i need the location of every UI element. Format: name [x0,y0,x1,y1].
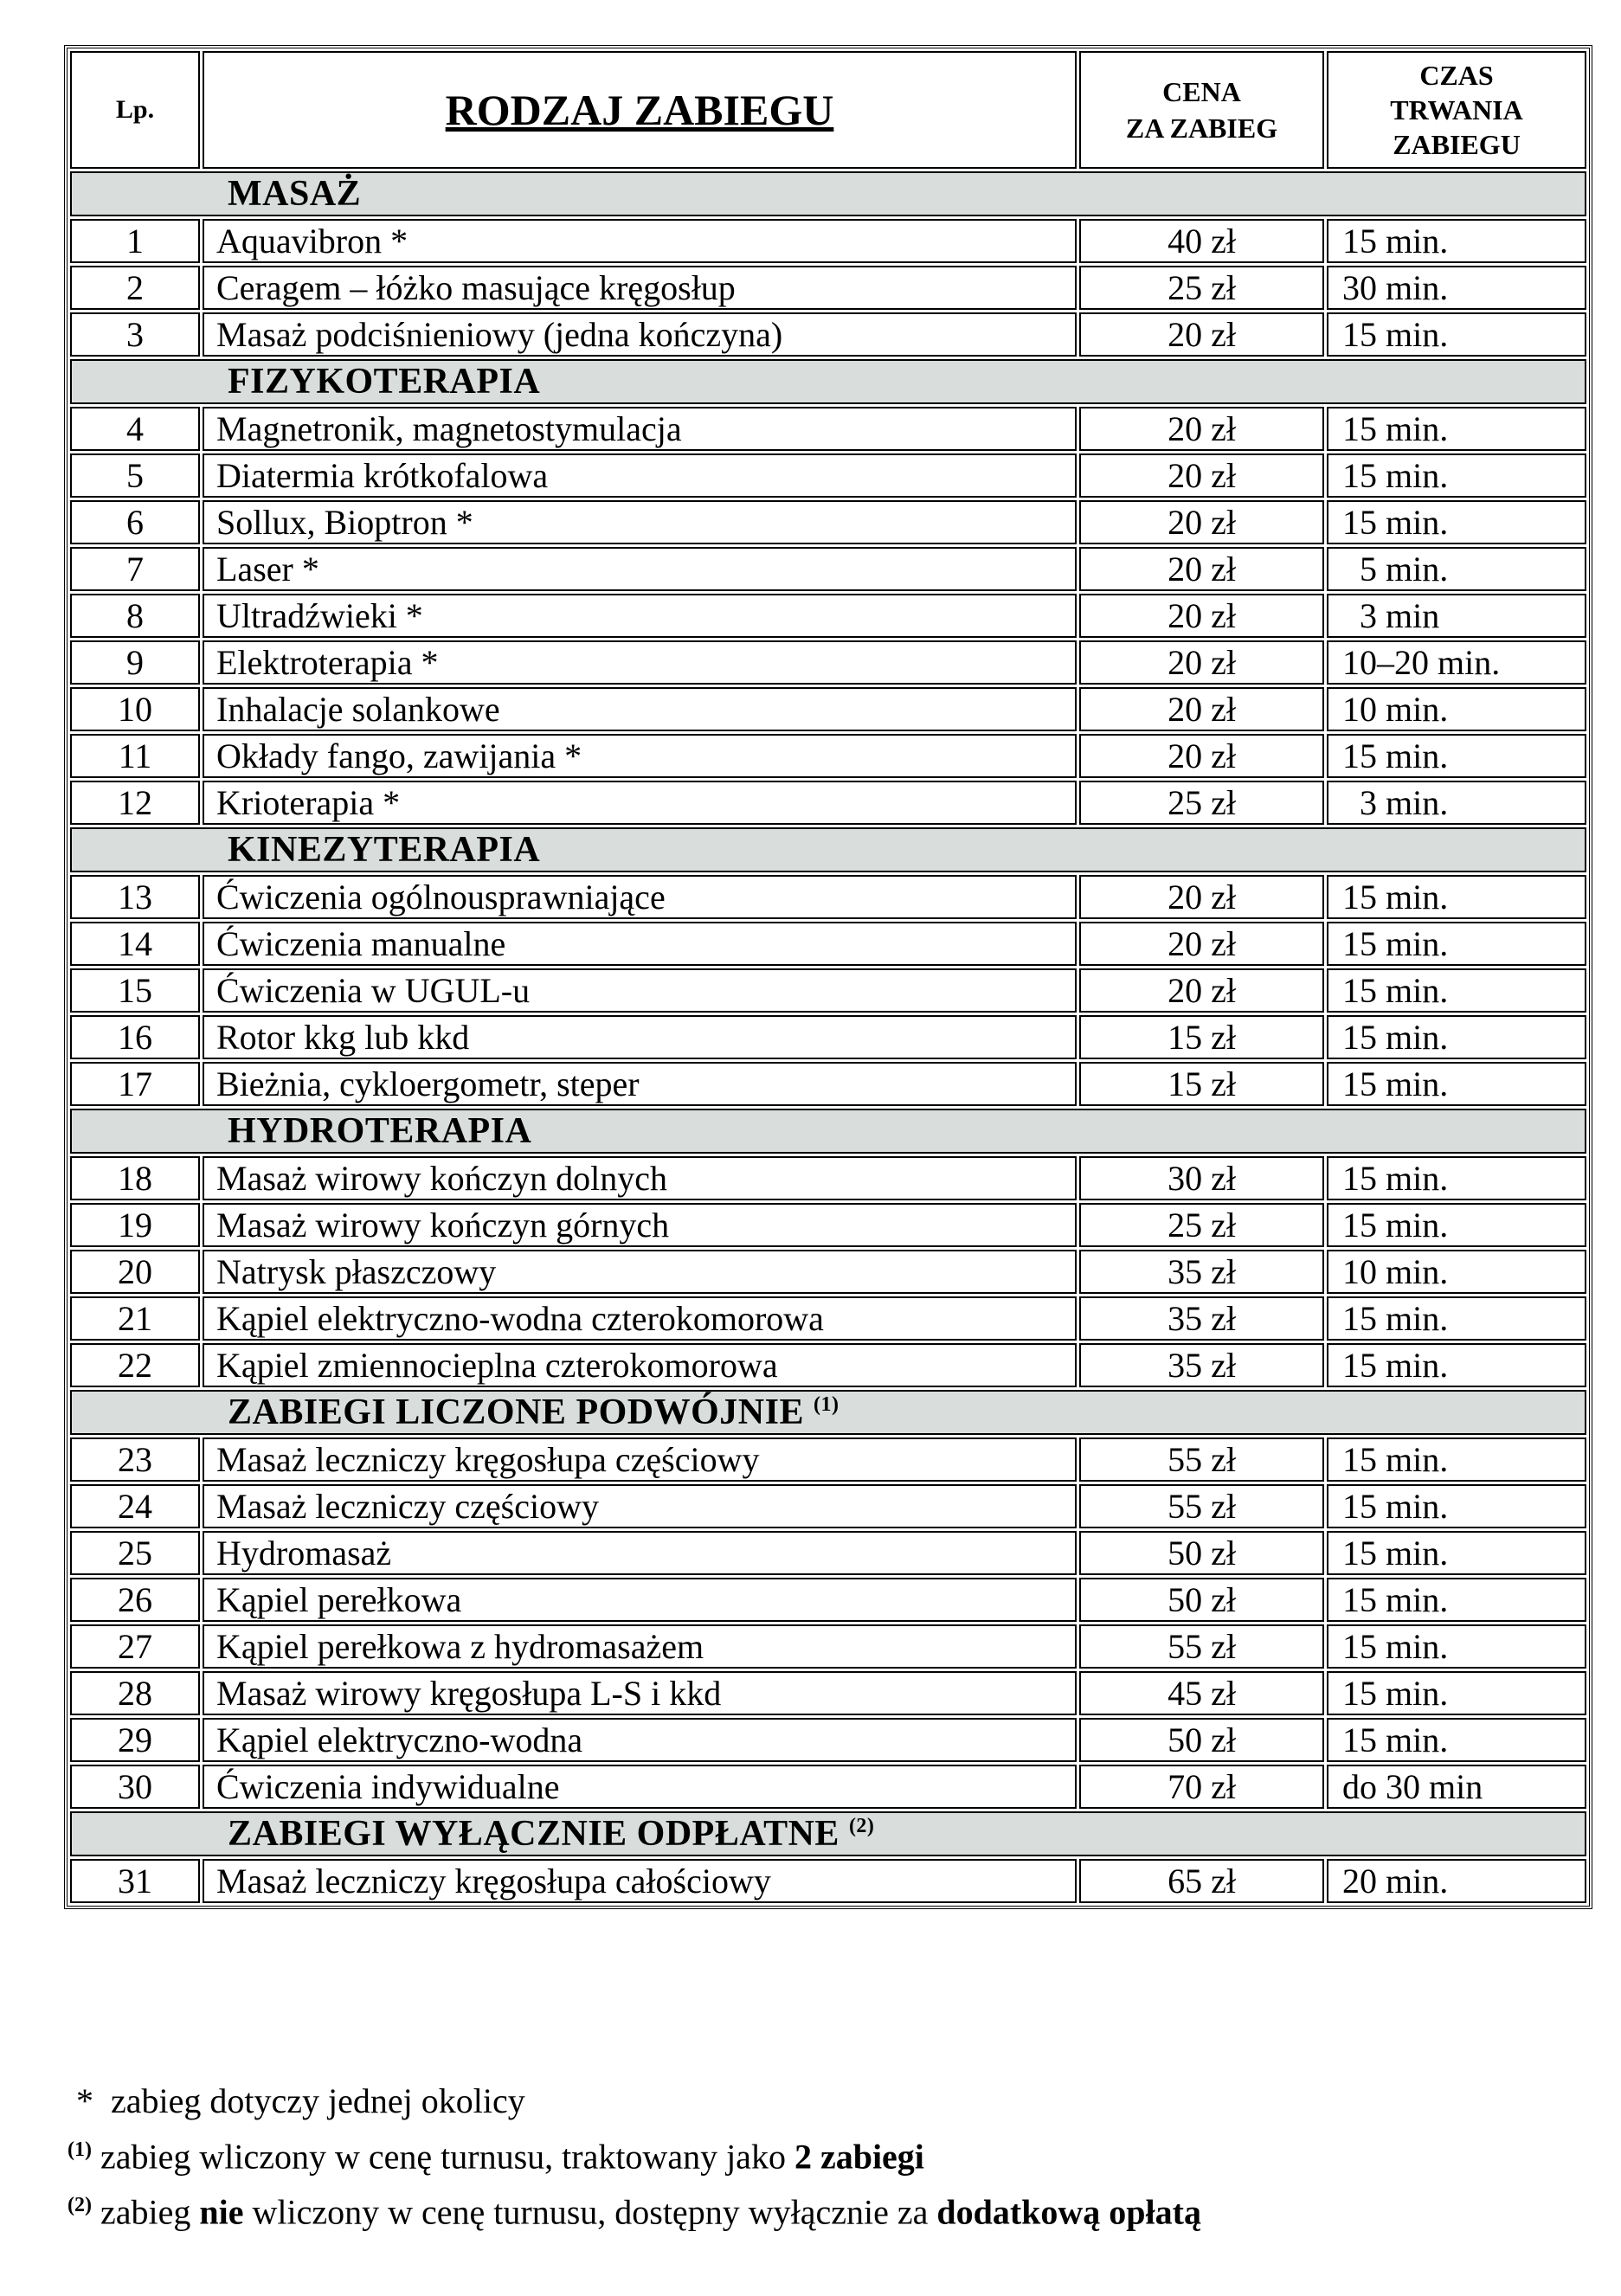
table-row [70,1624,1586,1669]
cell-treatment-name: Masaż wirowy kończyn dolnych [203,1156,1077,1200]
cell-duration: 15 min. [1327,312,1586,357]
cell-price: 20 zł [1079,407,1324,451]
header-price [1079,51,1324,169]
cell-lp: 17 [70,1062,200,1106]
cell-duration: 15 min. [1327,734,1586,778]
table-row [70,547,1586,591]
cell-price: 40 zł [1079,219,1324,263]
cell-price: 20 zł [1079,687,1324,731]
cell-lp: 30 [70,1765,200,1809]
cell-treatment-name: Ćwiczenia w UGUL-u [203,968,1077,1013]
cell-treatment-name: Masaż podciśnieniowy (jedna kończyna) [203,312,1077,357]
cell-duration: 15 min. [1327,1156,1586,1200]
cell-price: 35 zł [1079,1250,1324,1294]
section-title: FIZYKOTERAPIA [228,362,541,402]
section-header-row [70,827,1586,872]
cell-lp: 16 [70,1015,200,1059]
cell-price: 55 zł [1079,1624,1324,1669]
price-table [64,45,1592,1909]
section-title: ZABIEGI WYŁĄCZNIE ODPŁATNE [228,1814,839,1854]
table-row [70,1296,1586,1341]
cell-price: 20 zł [1079,453,1324,498]
cell-price: 25 zł [1079,781,1324,825]
section-footnote-mark: (2) [848,1815,875,1837]
table-row [70,1015,1586,1059]
cell-treatment-name: Ćwiczenia ogólnousprawniające [203,875,1077,919]
cell-treatment-name: Krioterapia * [203,781,1077,825]
cell-price: 20 zł [1079,734,1324,778]
cell-treatment-name: Natrysk płaszczowy [203,1250,1077,1294]
cell-duration: 15 min. [1327,500,1586,544]
section-title-cell [70,1109,1586,1154]
section-title-cell [70,827,1586,872]
footnote-1-mark: (1) [68,2138,92,2161]
cell-price: 35 zł [1079,1343,1324,1387]
table-row [70,266,1586,310]
cell-price: 50 zł [1079,1531,1324,1575]
cell-lp: 23 [70,1437,200,1482]
table-row [70,1250,1586,1294]
cell-price: 50 zł [1079,1578,1324,1622]
section-header-row [70,1811,1586,1856]
section-title-cell [70,1811,1586,1856]
cell-treatment-name: Kąpiel zmiennocieplna czterokomorowa [203,1343,1077,1387]
cell-lp: 13 [70,875,200,919]
section-title-cell [70,171,1586,216]
cell-treatment-name: Kąpiel elektryczno-wodna [203,1718,1077,1762]
cell-duration: 5 min. [1327,547,1586,591]
table-row [70,219,1586,263]
section-title: ZABIEGI LICZONE PODWÓJNIE [228,1392,804,1432]
cell-duration: 15 min. [1327,1718,1586,1762]
cell-duration: 15 min. [1327,1203,1586,1247]
table-row [70,1718,1586,1762]
cell-price: 15 zł [1079,1062,1324,1106]
cell-treatment-name: Masaż wirowy kręgosłupa L-S i kkd [203,1671,1077,1715]
cell-lp: 5 [70,453,200,498]
cell-duration: 15 min. [1327,407,1586,451]
cell-price: 20 zł [1079,922,1324,966]
table-row [70,1578,1586,1622]
cell-price: 55 zł [1079,1484,1324,1528]
footnote-2-bold-b: dodatkową opłatą [936,2192,1201,2232]
cell-price: 25 zł [1079,266,1324,310]
cell-price: 35 zł [1079,1296,1324,1341]
cell-treatment-name: Diatermia krótkofalowa [203,453,1077,498]
cell-treatment-name: Laser * [203,547,1077,591]
table-row [70,453,1586,498]
cell-duration: 20 min. [1327,1859,1586,1903]
cell-treatment-name: Aquavibron * [203,219,1077,263]
section-header-row [70,171,1586,216]
table-row [70,640,1586,685]
cell-duration: 10–20 min. [1327,640,1586,685]
table-row [70,1437,1586,1482]
cell-duration: 15 min. [1327,1624,1586,1669]
table-row [70,407,1586,451]
footnote-asterisk-mark: * [76,2081,93,2120]
cell-lp: 29 [70,1718,200,1762]
cell-price: 20 zł [1079,640,1324,685]
footnote-1-bold: 2 zabiegi [794,2137,924,2177]
table-row [70,1484,1586,1528]
header-duration-line1: CZAS [1419,60,1494,91]
cell-lp: 8 [70,594,200,638]
footnote-1-text: zabieg wliczony w cenę turnusu, traktowany jako [100,2137,786,2177]
cell-treatment-name: Masaż leczniczy kręgosłupa całościowy [203,1859,1077,1903]
cell-treatment-name: Magnetronik, magnetostymulacja [203,407,1077,451]
cell-lp: 1 [70,219,200,263]
cell-lp: 25 [70,1531,200,1575]
table-row [70,1156,1586,1200]
table-row [70,1671,1586,1715]
cell-treatment-name: Rotor kkg lub kkd [203,1015,1077,1059]
cell-lp: 3 [70,312,200,357]
section-footnote-mark: (1) [813,1393,839,1416]
section-header-row [70,1109,1586,1154]
footnote-2-text-a: zabieg [100,2192,191,2232]
cell-treatment-name: Masaż leczniczy częściowy [203,1484,1077,1528]
footnote-2-bold-a: nie [199,2192,244,2232]
cell-treatment-name: Ceragem – łóżko masujące kręgosłup [203,266,1077,310]
cell-lp: 24 [70,1484,200,1528]
cell-lp: 9 [70,640,200,685]
table-row [70,500,1586,544]
cell-treatment-name: Kąpiel perełkowa [203,1578,1077,1622]
cell-lp: 28 [70,1671,200,1715]
cell-duration: 10 min. [1327,687,1586,731]
cell-lp: 4 [70,407,200,451]
cell-treatment-name: Masaż leczniczy kręgosłupa częściowy [203,1437,1077,1482]
header-lp: Lp. [70,51,200,169]
table-header-row [70,51,1586,169]
header-treatment-type: RODZAJ ZABIEGU [203,51,1077,169]
section-title: HYDROTERAPIA [228,1111,532,1151]
footnote-2-text-b: wliczony w cenę turnusu, dostępny wyłącznie za [252,2192,929,2232]
section-title: MASAŻ [228,174,362,214]
cell-duration: 15 min. [1327,1578,1586,1622]
footnote-2-mark: (2) [68,2194,92,2217]
section-title: KINEZYTERAPIA [228,830,541,870]
table-row [70,781,1586,825]
cell-price: 45 zł [1079,1671,1324,1715]
cell-lp: 2 [70,266,200,310]
cell-duration: 15 min. [1327,968,1586,1013]
table-row [70,968,1586,1013]
cell-duration: 15 min. [1327,453,1586,498]
cell-treatment-name: Bieżnia, cykloergometr, steper [203,1062,1077,1106]
cell-duration: 3 min [1327,594,1586,638]
cell-treatment-name: Sollux, Bioptron * [203,500,1077,544]
section-title-cell [70,1390,1586,1435]
cell-lp: 18 [70,1156,200,1200]
table-row [70,1859,1586,1903]
cell-price: 65 zł [1079,1859,1324,1903]
cell-price: 15 zł [1079,1015,1324,1059]
cell-duration: do 30 min [1327,1765,1586,1809]
section-title-cell [70,359,1586,404]
cell-lp: 7 [70,547,200,591]
cell-treatment-name: Ćwiczenia indywidualne [203,1765,1077,1809]
cell-treatment-name: Okłady fango, zawijania * [203,734,1077,778]
cell-lp: 15 [70,968,200,1013]
cell-duration: 15 min. [1327,1296,1586,1341]
cell-lp: 26 [70,1578,200,1622]
cell-duration: 10 min. [1327,1250,1586,1294]
table-row [70,1203,1586,1247]
header-duration-line2: TRWANIA [1390,94,1523,125]
cell-price: 20 zł [1079,500,1324,544]
cell-duration: 15 min. [1327,219,1586,263]
footnote-asterisk-text: zabieg dotyczy jednej okolicy [111,2081,525,2120]
cell-duration: 15 min. [1327,1437,1586,1482]
table-row [70,687,1586,731]
cell-price: 70 zł [1079,1765,1324,1809]
cell-price: 20 zł [1079,547,1324,591]
cell-duration: 15 min. [1327,875,1586,919]
cell-price: 55 zł [1079,1437,1324,1482]
footnote-1 [68,2126,1201,2181]
cell-lp: 6 [70,500,200,544]
footnote-asterisk [68,2077,1201,2126]
cell-lp: 22 [70,1343,200,1387]
cell-price: 20 zł [1079,875,1324,919]
cell-duration: 15 min. [1327,1484,1586,1528]
cell-duration: 3 min. [1327,781,1586,825]
table-row [70,1765,1586,1809]
header-duration [1327,51,1586,169]
cell-lp: 19 [70,1203,200,1247]
cell-lp: 31 [70,1859,200,1903]
cell-treatment-name: Elektroterapia * [203,640,1077,685]
cell-treatment-name: Inhalacje solankowe [203,687,1077,731]
cell-duration: 15 min. [1327,1531,1586,1575]
cell-duration: 15 min. [1327,1343,1586,1387]
cell-treatment-name: Ultradźwieki * [203,594,1077,638]
table-row [70,922,1586,966]
cell-duration: 15 min. [1327,1015,1586,1059]
cell-treatment-name: Masaż wirowy kończyn górnych [203,1203,1077,1247]
cell-lp: 11 [70,734,200,778]
cell-treatment-name: Kąpiel perełkowa z hydromasażem [203,1624,1077,1669]
cell-price: 50 zł [1079,1718,1324,1762]
cell-lp: 10 [70,687,200,731]
cell-lp: 27 [70,1624,200,1669]
cell-price: 25 zł [1079,1203,1324,1247]
cell-duration: 15 min. [1327,1671,1586,1715]
cell-duration: 15 min. [1327,1062,1586,1106]
section-header-row [70,359,1586,404]
cell-price: 30 zł [1079,1156,1324,1200]
header-price-line1: CENA [1162,76,1241,107]
cell-price: 20 zł [1079,968,1324,1013]
table-row [70,1531,1586,1575]
cell-lp: 14 [70,922,200,966]
table-row [70,1062,1586,1106]
table-row [70,734,1586,778]
cell-price: 20 zł [1079,312,1324,357]
cell-duration: 30 min. [1327,266,1586,310]
cell-treatment-name: Kąpiel elektryczno-wodna czterokomorowa [203,1296,1077,1341]
cell-lp: 12 [70,781,200,825]
footnote-2 [68,2181,1201,2236]
table-row [70,594,1586,638]
cell-lp: 20 [70,1250,200,1294]
table-row [70,312,1586,357]
cell-duration: 15 min. [1327,922,1586,966]
cell-lp: 21 [70,1296,200,1341]
footnotes [68,2077,1201,2237]
table-row [70,1343,1586,1387]
cell-price: 20 zł [1079,594,1324,638]
header-duration-line3: ZABIEGU [1393,129,1521,160]
section-header-row [70,1390,1586,1435]
cell-treatment-name: Hydromasaż [203,1531,1077,1575]
header-price-line2: ZA ZABIEG [1125,113,1278,144]
cell-treatment-name: Ćwiczenia manualne [203,922,1077,966]
table-row [70,875,1586,919]
